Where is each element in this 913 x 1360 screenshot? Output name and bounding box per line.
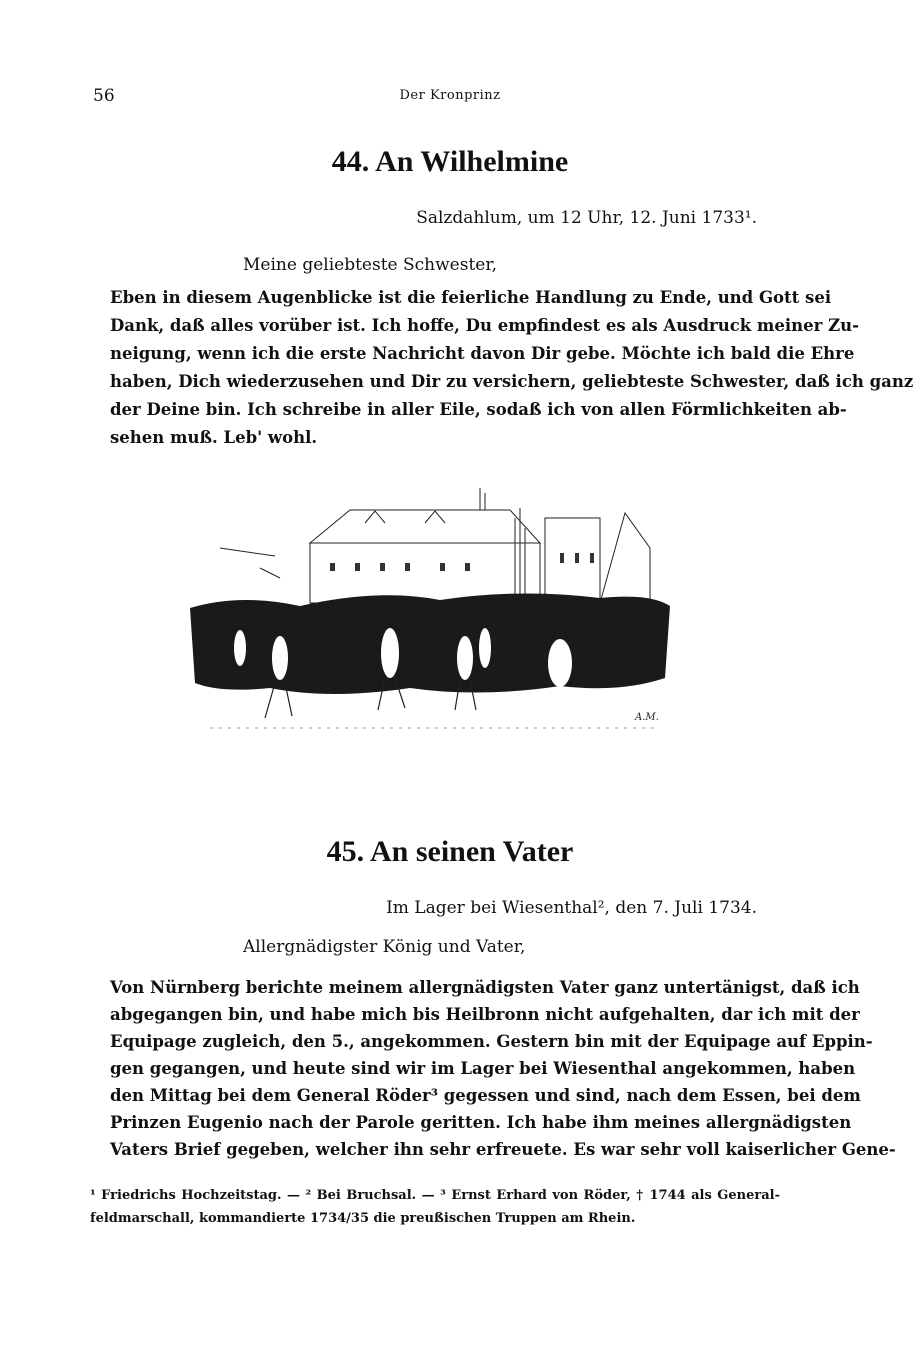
body-line: abgegangen bin, und habe mich bis Heilbronn nicht aufgehalten, dar ich mit der (110, 1005, 860, 1024)
body-line: Von Nürnberg berichte meinem allergnädigsten Vater ganz untertänigst, daß ich (110, 978, 860, 997)
letter-44-dateline: Salzdahlum, um 12 Uhr, 12. Juni 1733¹. (416, 208, 757, 228)
letter-45-dateline: Im Lager bei Wiesenthal², den 7. Juli 1734. (386, 898, 757, 918)
crowd-illustration (180, 488, 680, 738)
body-line: Equipage zugleich, den 5., angekommen. Gestern bin mit der Equipage auf Eppin- (110, 1032, 873, 1051)
body-line: sehen muß. Leb' wohl. (110, 428, 318, 447)
body-line: der Deine bin. Ich schreibe in aller Eile, sodaß ich von allen Förmlichkeiten ab- (110, 400, 847, 419)
body-line: Prinzen Eugenio nach der Parole geritten. Ich habe ihm meines allergnädigsten (110, 1113, 852, 1132)
letter-44-title: 44. An Wilhelmine (331, 145, 569, 178)
artist-signature: A.M. (635, 712, 659, 723)
body-line: haben, Dich wiederzusehen und Dir zu versichern, geliebteste Schwester, daß ich ganz (110, 372, 913, 391)
running-head: Der Kronprinz (399, 88, 501, 103)
body-line: den Mittag bei dem General Röder³ gegessen und sind, nach dem Essen, bei dem (110, 1086, 861, 1105)
body-line: Dank, daß alles vorüber ist. Ich hoffe, Du empfindest es als Ausdruck meiner Zu- (110, 316, 859, 335)
letter-45-title: 45. An seinen Vater (326, 835, 574, 868)
page-number: 56 (93, 86, 115, 106)
letter-45-salutation: Allergnädigster König und Vater, (243, 937, 526, 957)
body-line: Vaters Brief gegeben, welcher ihn sehr erfreuete. Es war sehr voll kaiserlicher Gene- (110, 1140, 896, 1159)
footnote: feldmarschall, kommandierte 1734/35 die preußischen Truppen am Rhein. (90, 1211, 636, 1226)
body-line: gen gegangen, und heute sind wir im Lager bei Wiesenthal angekommen, haben (110, 1059, 856, 1078)
body-line: Eben in diesem Augenblicke ist die feierliche Handlung zu Ende, und Gott sei (110, 288, 832, 307)
letter-44-salutation: Meine geliebteste Schwester, (243, 255, 497, 275)
footnote: ¹ Friedrichs Hochzeitstag. — ² Bei Bruchsal. — ³ Ernst Erhard von Röder, † 1744 als General- (90, 1188, 780, 1203)
body-line: neigung, wenn ich die erste Nachricht davon Dir gebe. Möchte ich bald die Ehre (110, 344, 855, 363)
